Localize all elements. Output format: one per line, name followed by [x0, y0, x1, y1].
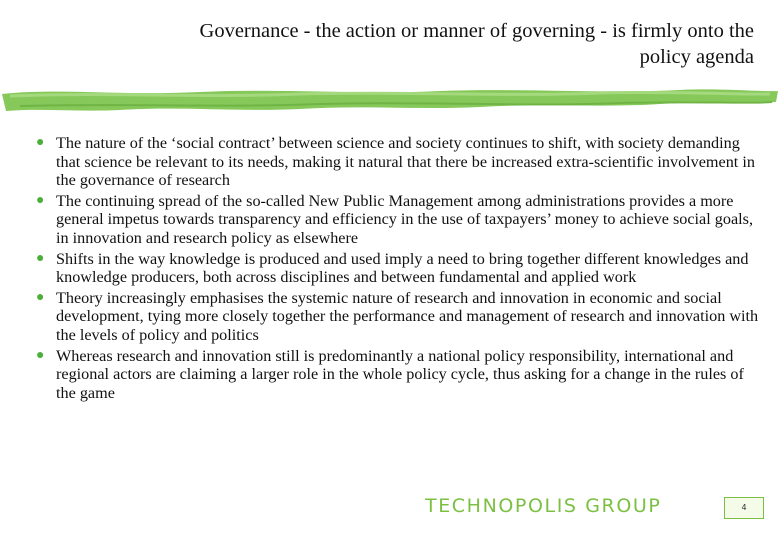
- list-item: [36, 134, 766, 190]
- technopolis-group-logo: TECHNOPOLIS GROUP: [425, 495, 662, 517]
- slide-title-line-2: policy agenda: [639, 46, 754, 68]
- bullet-text: Whereas research and innovation still is predominantly a national policy responsibility, international and regional actors are claiming a larger role in the whole policy cycle, thus asking for a change in the rules of the game: [56, 346, 744, 402]
- list-item: [36, 289, 766, 345]
- bullet-text: The continuing spread of the so-called New Public Management among administrations provides a more general impetus towards transparency and efficiency in the use of taxpayers’ money to achieve social goals, in innovation and research policy as elsewhere: [56, 191, 754, 247]
- list-item: [36, 250, 766, 287]
- green-brush-stroke-divider: [0, 82, 780, 120]
- bullet-text: The nature of the ‘social contract’ between science and society continues to shift, with society demanding that science be relevant to its needs, making it natural that there be increased extra-scientific involvement in the governance of research: [56, 134, 755, 190]
- list-item: [36, 347, 766, 403]
- slide-title-line-1: Governance - the action or manner of governing - is firmly onto the: [199, 20, 754, 42]
- bullet-dot-icon: ●: [36, 289, 45, 305]
- bullet-list: [36, 134, 766, 404]
- slide-title: [40, 18, 754, 70]
- bullet-dot-icon: ●: [36, 250, 45, 266]
- bullet-dot-icon: ●: [36, 347, 45, 363]
- bullet-text: Shifts in the way knowledge is produced and used imply a need to bring together different knowledges and knowledge producers, both across disciplines and between fundamental and applied work: [56, 249, 749, 287]
- bullet-dot-icon: ●: [36, 135, 45, 150]
- list-item: [36, 192, 766, 248]
- bullet-text: Theory increasingly emphasises the systemic nature of research and innovation in economic and social development, tying more closely together the performance and management of research and innovation with the levels of policy and politics: [56, 288, 759, 344]
- bullet-dot-icon: ●: [36, 192, 45, 208]
- page-number: 4: [724, 497, 764, 519]
